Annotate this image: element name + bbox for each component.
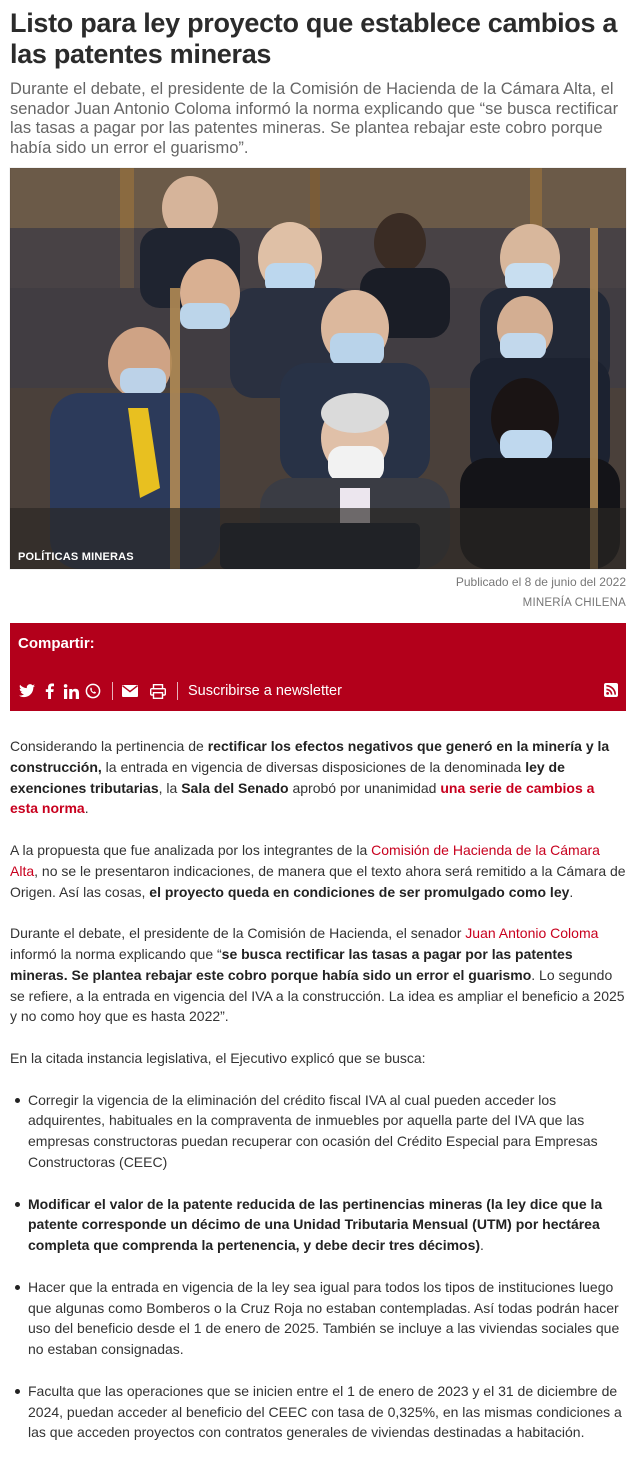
p1-text-5: . xyxy=(84,800,89,817)
published-date: Publicado el 8 de junio del 2022 xyxy=(455,575,626,589)
p1-bold-2: ley de exenciones tributarias xyxy=(10,758,565,796)
article-title: Listo para ley proyecto que establece cambios a las patentes mineras xyxy=(10,8,618,69)
bullet-2-bold: Modificar el valor de la patente reducida de las pertinencias mineras (la ley dice que la patente corresponde un décimo de una Unidad Tributaria Mensual (UTM) por hectárea completa que comprenda la pertenencia, y debe decir tres décimos) xyxy=(28,1195,603,1254)
paragraph-2 xyxy=(10,840,626,902)
p1-text-4: aprobó por unanimidad xyxy=(288,779,441,796)
list-item: Faculta que las operaciones que se inicien entre el 1 de enero de 2023 y el 31 de diciembre de 2024, puedan acceder al beneficio del CEEC con tasa de 0,325%, en las mismas condiciones a las que acceden proyectos con contratos generales de viviendas destinadas a habitación. xyxy=(10,1381,626,1443)
newsletter-subscribe-link[interactable]: Suscribirse a newsletter xyxy=(188,683,342,699)
p2-bold-1: el proyecto queda en condiciones de ser promulgado como ley xyxy=(149,883,570,900)
print-icon[interactable] xyxy=(149,682,167,700)
article-body xyxy=(10,736,626,1464)
facebook-icon[interactable] xyxy=(40,682,58,700)
p2-text-3: . xyxy=(569,883,574,900)
bullet-2-end: . xyxy=(480,1237,484,1254)
share-separator-2 xyxy=(177,682,178,700)
p2-text-1: A la propuesta que fue analizada por los integrantes de la xyxy=(10,841,372,858)
share-bar xyxy=(10,623,626,711)
paragraph-3 xyxy=(10,923,626,1027)
paragraph-1 xyxy=(10,736,626,819)
whatsapp-icon[interactable] xyxy=(84,682,102,700)
p1-link-cambios[interactable]: una serie de cambios a esta norma xyxy=(10,779,595,817)
p3-text-2: informó la norma explicando que “ xyxy=(10,945,222,962)
p3-bold-1: se busca rectificar las tasas a pagar por las patentes mineras. Se plantea rebajar este cobro porque había sido un error el guarismo xyxy=(10,945,573,983)
list-item: Hacer que la entrada en vigencia de la ley sea igual para todos los tipos de instituciones luego que algunas como Bomberos o la Cruz Roja no estaban contempladas. Así todas podrán hacer uso del beneficio desde el 1 de enero de 2025. También se incluye a las viviendas sociales que no estaban consignadas. xyxy=(10,1277,626,1360)
article-lead: Durante el debate, el presidente de la Comisión de Hacienda de la Cámara Alta, el senador Juan Antonio Coloma informó la norma explicando que “se busca rectificar las tasas a pagar por las patentes mineras. Se plantea rebajar este cobro porque había sido un error el guarismo”. xyxy=(10,80,619,157)
p1-bold-3: Sala del Senado xyxy=(181,779,289,796)
p3-link-coloma[interactable]: Juan Antonio Coloma xyxy=(465,925,599,942)
p1-bold-1: rectificar los efectos negativos que generó en la minería y la construcción, xyxy=(10,738,610,775)
senate-session-photo xyxy=(10,168,626,569)
paragraph-4: En la citada instancia legislativa, el Ejecutivo explicó que se busca: xyxy=(10,1049,426,1066)
p2-text-2: , no se le presentaron indicaciones, de manera que el texto ahora será remitido a la Cámara de Origen. Así las cosas, xyxy=(10,862,626,900)
linkedin-icon[interactable] xyxy=(62,682,80,700)
p1-text-1: Considerando la pertinencia de xyxy=(10,738,208,754)
list-item: Corregir la vigencia de la eliminación del crédito fiscal IVA al cual pueden acceder los adquirentes, habituales en la compraventa de inmuebles por aquella parte del IVA que las empresas constructoras puedan recuperar con ocasión del Crédito Especial para Empresas Constructoras (CEEC) xyxy=(10,1090,626,1173)
share-icons-row xyxy=(18,681,342,701)
email-icon[interactable] xyxy=(121,682,139,700)
article-source[interactable]: MINERÍA CHILENA xyxy=(522,597,626,609)
article-photo[interactable] xyxy=(10,168,626,569)
photo-category-tag[interactable]: POLÍTICAS MINERAS xyxy=(18,551,134,563)
share-separator xyxy=(112,682,113,700)
twitter-icon[interactable] xyxy=(18,682,36,700)
list-item xyxy=(10,1194,626,1256)
p3-text-1: Durante el debate, el presidente de la Comisión de Hacienda, el senador xyxy=(10,925,466,942)
bullet-list xyxy=(10,1090,626,1444)
p2-link-comision[interactable]: Comisión de Hacienda de la Cámara Alta xyxy=(10,841,600,879)
p3-text-3: . Lo segundo se refiere, a la entrada en vigencia del IVA a la construcción. La idea es ampliar el beneficio a 2025 y no como hoy que es hasta 2022”. xyxy=(10,966,625,1025)
share-label: Compartir: xyxy=(18,635,95,652)
rss-icon[interactable] xyxy=(604,683,618,702)
p1-text-2: la entrada en vigencia de diversas disposiciones de la denominada xyxy=(101,758,526,775)
p1-text-3: , la xyxy=(158,779,182,796)
